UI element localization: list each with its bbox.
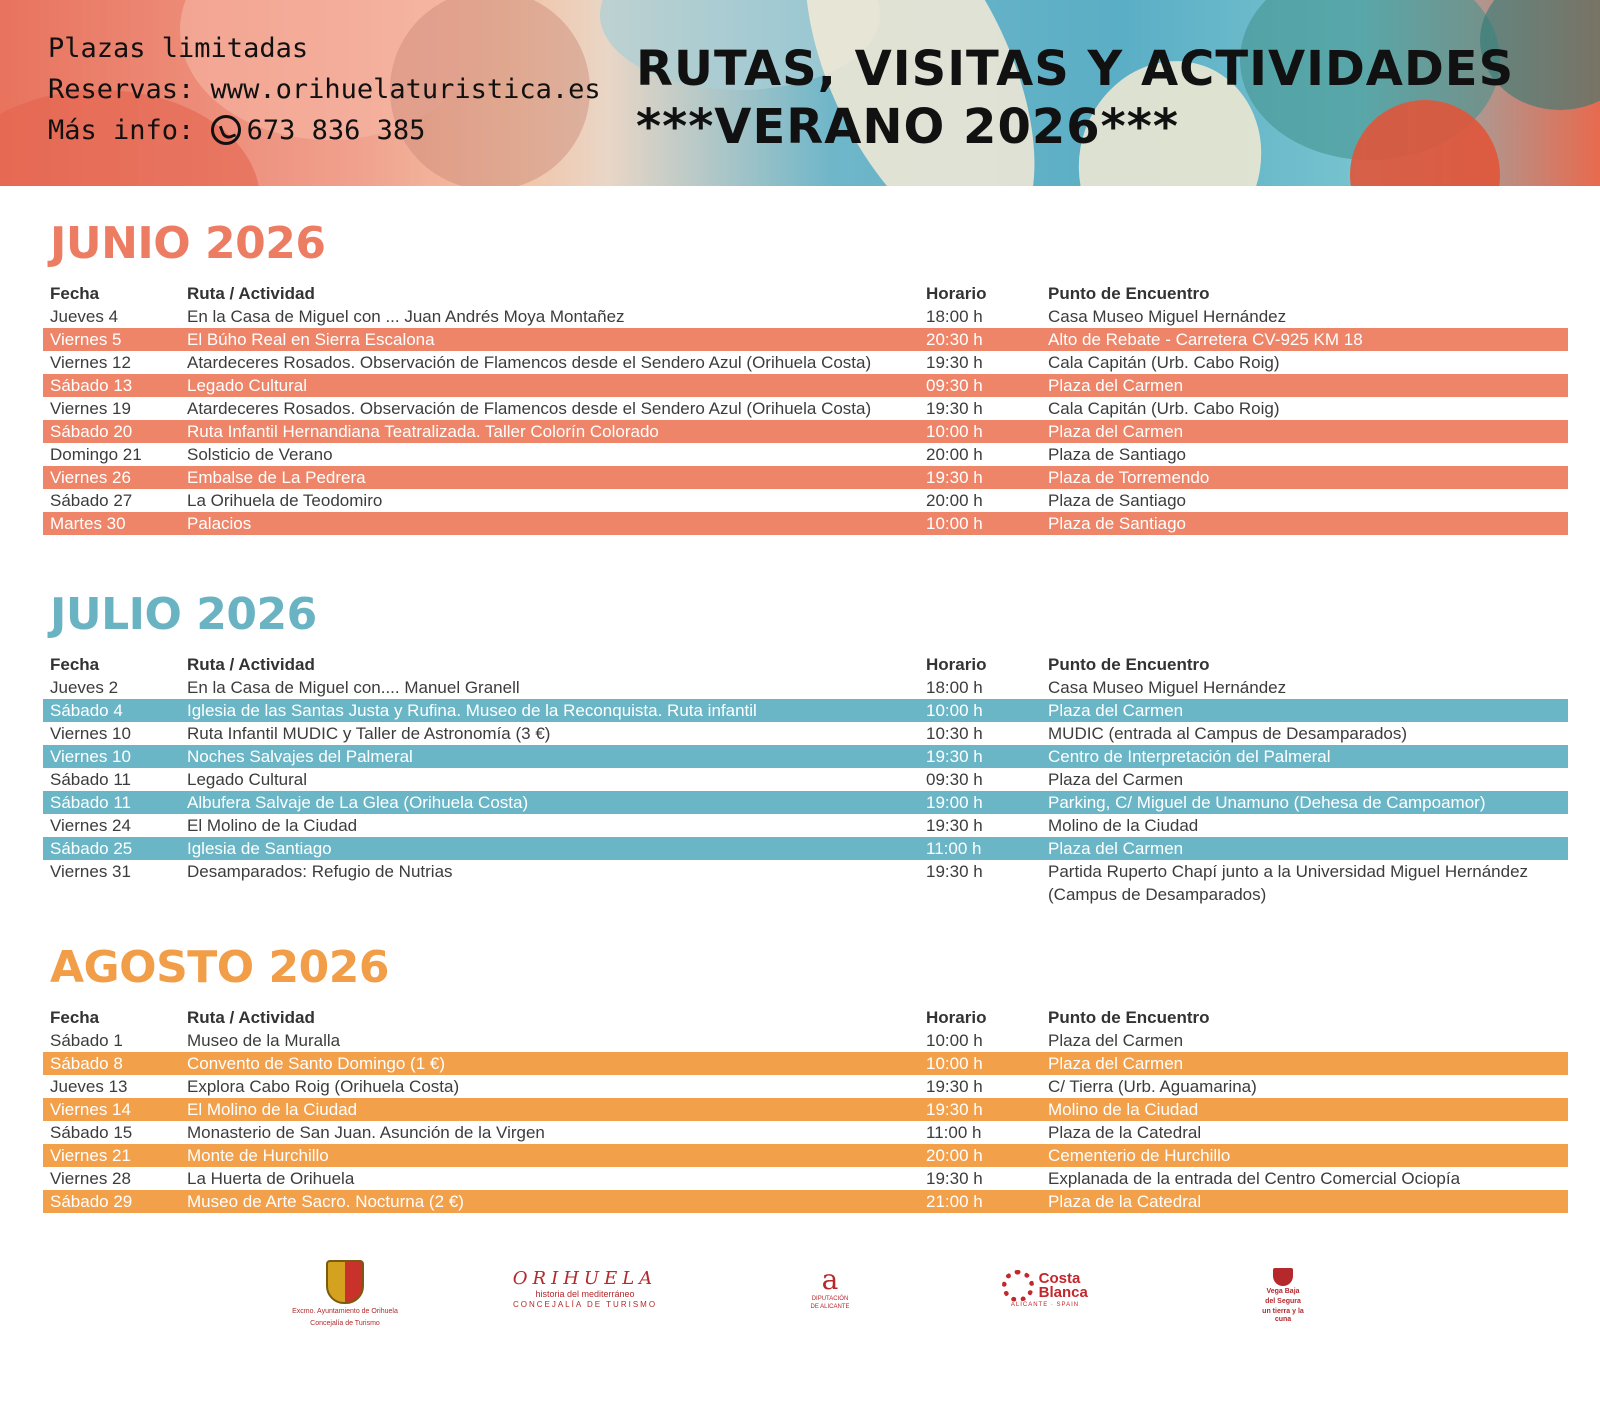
- cell-ruta: Embalse de La Pedrera: [187, 468, 366, 487]
- table-row: [43, 305, 1568, 328]
- header-horario: Horario: [926, 1008, 987, 1027]
- costa-blanca-name: [1039, 1272, 1088, 1300]
- cell-fecha: Martes 30: [50, 514, 126, 533]
- cell-punto: Plaza del Carmen: [1048, 422, 1184, 441]
- cell-ruta: Legado Cultural: [187, 770, 308, 789]
- cell-punto: Plaza de Santiago: [1048, 491, 1186, 510]
- cell-fecha: Viernes 14: [50, 1100, 131, 1119]
- cell-ruta: Albufera Salvaje de La Glea (Orihuela Costa): [187, 793, 529, 812]
- cell-ruta: Noches Salvajes del Palmeral: [187, 747, 413, 766]
- cell-punto: Parking, C/ Miguel de Unamuno (Dehesa de Campoamor): [1048, 793, 1486, 812]
- cell-ruta: Solsticio de Verano: [187, 445, 333, 464]
- vega-line-1: Vega Baja: [1266, 1288, 1300, 1295]
- cell-ruta: La Huerta de Orihuela: [187, 1169, 355, 1188]
- cell-fecha: Viernes 28: [50, 1169, 131, 1188]
- table-body: [43, 1029, 1568, 1213]
- cell-horario: 10:00 h: [926, 514, 983, 533]
- cell-fecha: Sábado 8: [50, 1054, 123, 1073]
- cell-punto: Molino de la Ciudad: [1048, 1100, 1199, 1119]
- cell-horario: 20:00 h: [926, 1146, 983, 1165]
- cell-punto: Plaza del Carmen: [1048, 839, 1184, 858]
- table-row: [43, 397, 1568, 420]
- cell-punto: Plaza del Carmen: [1048, 1054, 1184, 1073]
- cell-ruta: Museo de Arte Sacro. Nocturna (2 €): [187, 1192, 464, 1211]
- header-ruta: Ruta / Actividad: [187, 284, 315, 303]
- cell-horario: 11:00 h: [926, 1123, 982, 1142]
- page-title: [636, 40, 1514, 156]
- table-row: [43, 745, 1568, 768]
- header-banner: [0, 0, 1600, 186]
- cell-horario: 19:30 h: [926, 747, 983, 766]
- cell-horario: 09:30 h: [926, 376, 983, 395]
- cell-punto: Plaza de Santiago: [1048, 445, 1186, 464]
- cell-ruta: En la Casa de Miguel con ... Juan Andrés Moya Montañez: [187, 307, 625, 326]
- cell-fecha: Sábado 15: [50, 1123, 133, 1142]
- cell-horario: 19:30 h: [926, 862, 983, 881]
- ayuntamiento-logo: [290, 1260, 400, 1328]
- cell-fecha: Sábado 4: [50, 701, 123, 720]
- table-row: [43, 328, 1568, 351]
- header-ruta: Ruta / Actividad: [187, 1008, 315, 1027]
- cell-ruta: Ruta Infantil Hernandiana Teatralizada. Taller Colorín Colorado: [187, 422, 659, 441]
- table-row: [43, 489, 1568, 512]
- section-title: AGOSTO 2026: [50, 942, 389, 993]
- title-line-1: RUTAS, VISITAS Y ACTIVIDADES: [636, 41, 1515, 97]
- header-punto: Punto de Encuentro: [1048, 284, 1210, 303]
- cell-punto: Casa Museo Miguel Hernández: [1048, 307, 1287, 326]
- cell-fecha: Sábado 27: [50, 491, 133, 510]
- cell-horario: 19:00 h: [926, 793, 983, 812]
- contact-info: [48, 28, 601, 151]
- section-title: JULIO 2026: [50, 589, 317, 640]
- cell-ruta: Atardeceres Rosados. Observación de Flamencos desde el Sendero Azul (Orihuela Costa): [187, 399, 872, 418]
- cell-punto: Plaza del Carmen: [1048, 770, 1184, 789]
- cell-fecha: Viernes 12: [50, 353, 131, 372]
- diputacion-line-2: DE ALICANTE: [810, 1304, 850, 1310]
- cell-ruta: Legado Cultural: [187, 376, 308, 395]
- cell-punto: Centro de Interpretación del Palmeral: [1048, 747, 1331, 766]
- cell-fecha: Viernes 5: [50, 330, 122, 349]
- cell-horario: 20:00 h: [926, 491, 983, 510]
- cell-punto: Cala Capitán (Urb. Cabo Roig): [1048, 353, 1280, 372]
- cell-fecha: Sábado 29: [50, 1192, 133, 1211]
- vega-baja-logo: [1258, 1268, 1308, 1324]
- section-agosto: [43, 938, 1568, 1213]
- cell-horario: 19:30 h: [926, 1077, 983, 1096]
- cell-fecha: Sábado 11: [50, 770, 131, 789]
- cell-fecha: Sábado 25: [50, 839, 133, 858]
- table-row: [43, 443, 1568, 466]
- header-punto: Punto de Encuentro: [1048, 655, 1210, 674]
- cell-fecha: Jueves 13: [50, 1077, 128, 1096]
- table-row: [43, 374, 1568, 397]
- sun-icon: [1002, 1270, 1034, 1302]
- tulip-icon: [1273, 1268, 1293, 1286]
- cell-punto: Plaza de la Catedral: [1048, 1123, 1202, 1142]
- footer-logos: [0, 1260, 1600, 1340]
- cell-horario: 18:00 h: [926, 678, 983, 697]
- table-row: [43, 420, 1568, 443]
- cell-punto: Plaza de la Catedral: [1048, 1192, 1202, 1211]
- cell-punto: Plaza de Santiago: [1048, 514, 1186, 533]
- cell-punto: Plaza del Carmen: [1048, 701, 1184, 720]
- cell-fecha: Viernes 10: [50, 724, 131, 743]
- cell-horario: 20:30 h: [926, 330, 983, 349]
- cell-ruta: Ruta Infantil MUDIC y Taller de Astronomía (3 €): [187, 724, 551, 743]
- cell-horario: 19:30 h: [926, 1100, 983, 1119]
- cell-fecha: Sábado 20: [50, 422, 133, 441]
- table-row: [43, 466, 1568, 489]
- cell-horario: 11:00 h: [926, 839, 982, 858]
- cell-horario: 10:00 h: [926, 1054, 983, 1073]
- cell-ruta: En la Casa de Miguel con.... Manuel Granell: [187, 678, 520, 697]
- orihuela-name: ORIHUELA: [512, 1268, 658, 1289]
- cell-fecha: Jueves 4: [50, 307, 119, 326]
- cell-ruta: La Orihuela de Teodomiro: [187, 491, 383, 510]
- cell-punto: Cementerio de Hurchillo: [1048, 1146, 1231, 1165]
- cell-punto: C/ Tierra (Urb. Aguamarina): [1048, 1077, 1257, 1096]
- cell-fecha: Viernes 24: [50, 816, 131, 835]
- table-row: [43, 1144, 1568, 1167]
- cell-ruta: Museo de la Muralla: [187, 1031, 341, 1050]
- cell-ruta: Convento de Santo Domingo (1 €): [187, 1054, 445, 1073]
- vega-line-3: un tierra y la cuna: [1262, 1308, 1304, 1323]
- table-header: [43, 282, 1568, 305]
- cell-fecha: Jueves 2: [50, 678, 119, 697]
- whatsapp-icon: [211, 115, 241, 145]
- cell-horario: 10:00 h: [926, 422, 983, 441]
- cell-ruta: Atardeceres Rosados. Observación de Flamencos desde el Sendero Azul (Orihuela Costa): [187, 353, 872, 372]
- cell-horario: 19:30 h: [926, 468, 983, 487]
- cell-horario: 19:30 h: [926, 816, 983, 835]
- vega-line-2: del Segura: [1265, 1298, 1301, 1305]
- orihuela-tagline: historia del mediterráneo: [535, 1289, 635, 1299]
- cell-horario: 20:00 h: [926, 445, 983, 464]
- cell-fecha: Sábado 13: [50, 376, 133, 395]
- header-ruta: Ruta / Actividad: [187, 655, 315, 674]
- cell-fecha: Viernes 21: [50, 1146, 131, 1165]
- table-row: [43, 1075, 1568, 1098]
- cell-punto: Plaza del Carmen: [1048, 1031, 1184, 1050]
- plazas-text: Plazas limitadas: [48, 33, 309, 64]
- cell-punto: Molino de la Ciudad: [1048, 816, 1199, 835]
- table-header: [43, 653, 1568, 676]
- table-body: [43, 305, 1568, 535]
- header-horario: Horario: [926, 284, 987, 303]
- info-line: [48, 110, 601, 151]
- cell-horario: 09:30 h: [926, 770, 983, 789]
- table-body: [43, 676, 1568, 906]
- cell-punto: Alto de Rebate - Carretera CV-925 KM 18: [1048, 330, 1363, 349]
- table-row: [43, 512, 1568, 535]
- cell-ruta: Desamparados: Refugio de Nutrias: [187, 862, 453, 881]
- costa-line-2: Blanca: [1038, 1284, 1088, 1301]
- table-header: [43, 1006, 1568, 1029]
- header-fecha: Fecha: [50, 1008, 100, 1027]
- reservas-link[interactable]: Reservas: www.orihuelaturistica.es: [48, 74, 601, 105]
- cell-horario: 18:00 h: [926, 307, 983, 326]
- table-row: [43, 1029, 1568, 1052]
- cell-fecha: Viernes 10: [50, 747, 131, 766]
- cell-fecha: Sábado 11: [50, 793, 131, 812]
- header-fecha: Fecha: [50, 655, 100, 674]
- coat-of-arms-icon: [326, 1260, 364, 1304]
- cell-ruta: Iglesia de Santiago: [187, 839, 332, 858]
- orihuela-logo: [510, 1268, 660, 1309]
- cell-ruta: El Búho Real en Sierra Escalona: [187, 330, 435, 349]
- cell-horario: 10:30 h: [926, 724, 983, 743]
- cell-ruta: El Molino de la Ciudad: [187, 1100, 358, 1119]
- cell-ruta: Monasterio de San Juan. Asunción de la Virgen: [187, 1123, 545, 1142]
- header-punto: Punto de Encuentro: [1048, 1008, 1210, 1027]
- table-row: [43, 1190, 1568, 1213]
- costa-line-1: Costa: [1038, 1270, 1081, 1287]
- cell-punto: Explanada de la entrada del Centro Comercial Ociopía: [1048, 1169, 1461, 1188]
- info-label: Más info:: [48, 115, 195, 146]
- cell-fecha: Viernes 19: [50, 399, 131, 418]
- cell-punto: Plaza de Torremendo: [1048, 468, 1210, 487]
- orihuela-dept: CONCEJALÍA DE TURISMO: [512, 1300, 658, 1309]
- header-horario: Horario: [926, 655, 987, 674]
- table-row: [43, 351, 1568, 374]
- ayuntamiento-dept: Concejalía de Turismo: [310, 1320, 380, 1327]
- diputacion-line-1: DIPUTACIÓN: [811, 1296, 849, 1302]
- table-row: [43, 1052, 1568, 1075]
- table-row: [43, 676, 1568, 699]
- phone-number[interactable]: 673 836 385: [246, 115, 426, 146]
- cell-ruta: Iglesia de las Santas Justa y Rufina. Museo de la Reconquista. Ruta infantil: [187, 701, 757, 720]
- cell-fecha: Viernes 31: [50, 862, 131, 881]
- cell-ruta: El Molino de la Ciudad: [187, 816, 358, 835]
- costa-blanca-logo: [990, 1270, 1100, 1308]
- cell-punto: Casa Museo Miguel Hernández: [1048, 678, 1287, 697]
- table-row: [43, 791, 1568, 814]
- ayuntamiento-name: Excmo. Ayuntamiento de Orihuela: [292, 1308, 398, 1315]
- diputacion-icon: a: [821, 1263, 839, 1296]
- title-line-2: ***VERANO 2026***: [636, 99, 1179, 155]
- cell-horario: 21:00 h: [926, 1192, 983, 1211]
- cell-fecha: Viernes 26: [50, 468, 131, 487]
- table-row: [43, 1098, 1568, 1121]
- cell-punto: MUDIC (entrada al Campus de Desamparados): [1048, 724, 1408, 743]
- cell-ruta: Palacios: [187, 514, 252, 533]
- table-row: [43, 860, 1568, 906]
- section-title: JUNIO 2026: [50, 218, 326, 269]
- cell-punto: Partida Ruperto Chapí junto a la Universidad Miguel Hernández (Campus de Desamparados): [1048, 862, 1529, 904]
- cell-horario: 19:30 h: [926, 399, 983, 418]
- cell-horario: 19:30 h: [926, 353, 983, 372]
- table-row: [43, 1167, 1568, 1190]
- table-row: [43, 837, 1568, 860]
- section-junio: [43, 214, 1568, 535]
- diputacion-logo: [800, 1265, 860, 1311]
- table-row: [43, 699, 1568, 722]
- cell-punto: Cala Capitán (Urb. Cabo Roig): [1048, 399, 1280, 418]
- cell-ruta: Monte de Hurchillo: [187, 1146, 329, 1165]
- cell-fecha: Domingo 21: [50, 445, 142, 464]
- cell-horario: 19:30 h: [926, 1169, 983, 1188]
- cell-fecha: Sábado 1: [50, 1031, 123, 1050]
- cell-horario: 10:00 h: [926, 701, 983, 720]
- table-row: [43, 814, 1568, 837]
- table-row: [43, 768, 1568, 791]
- cell-horario: 10:00 h: [926, 1031, 983, 1050]
- costa-blanca-sub: ALICANTE · SPAIN: [1010, 1302, 1080, 1308]
- cell-punto: Plaza del Carmen: [1048, 376, 1184, 395]
- table-row: [43, 722, 1568, 745]
- table-row: [43, 1121, 1568, 1144]
- section-julio: [43, 585, 1568, 906]
- header-fecha: Fecha: [50, 284, 100, 303]
- cell-ruta: Explora Cabo Roig (Orihuela Costa): [187, 1077, 460, 1096]
